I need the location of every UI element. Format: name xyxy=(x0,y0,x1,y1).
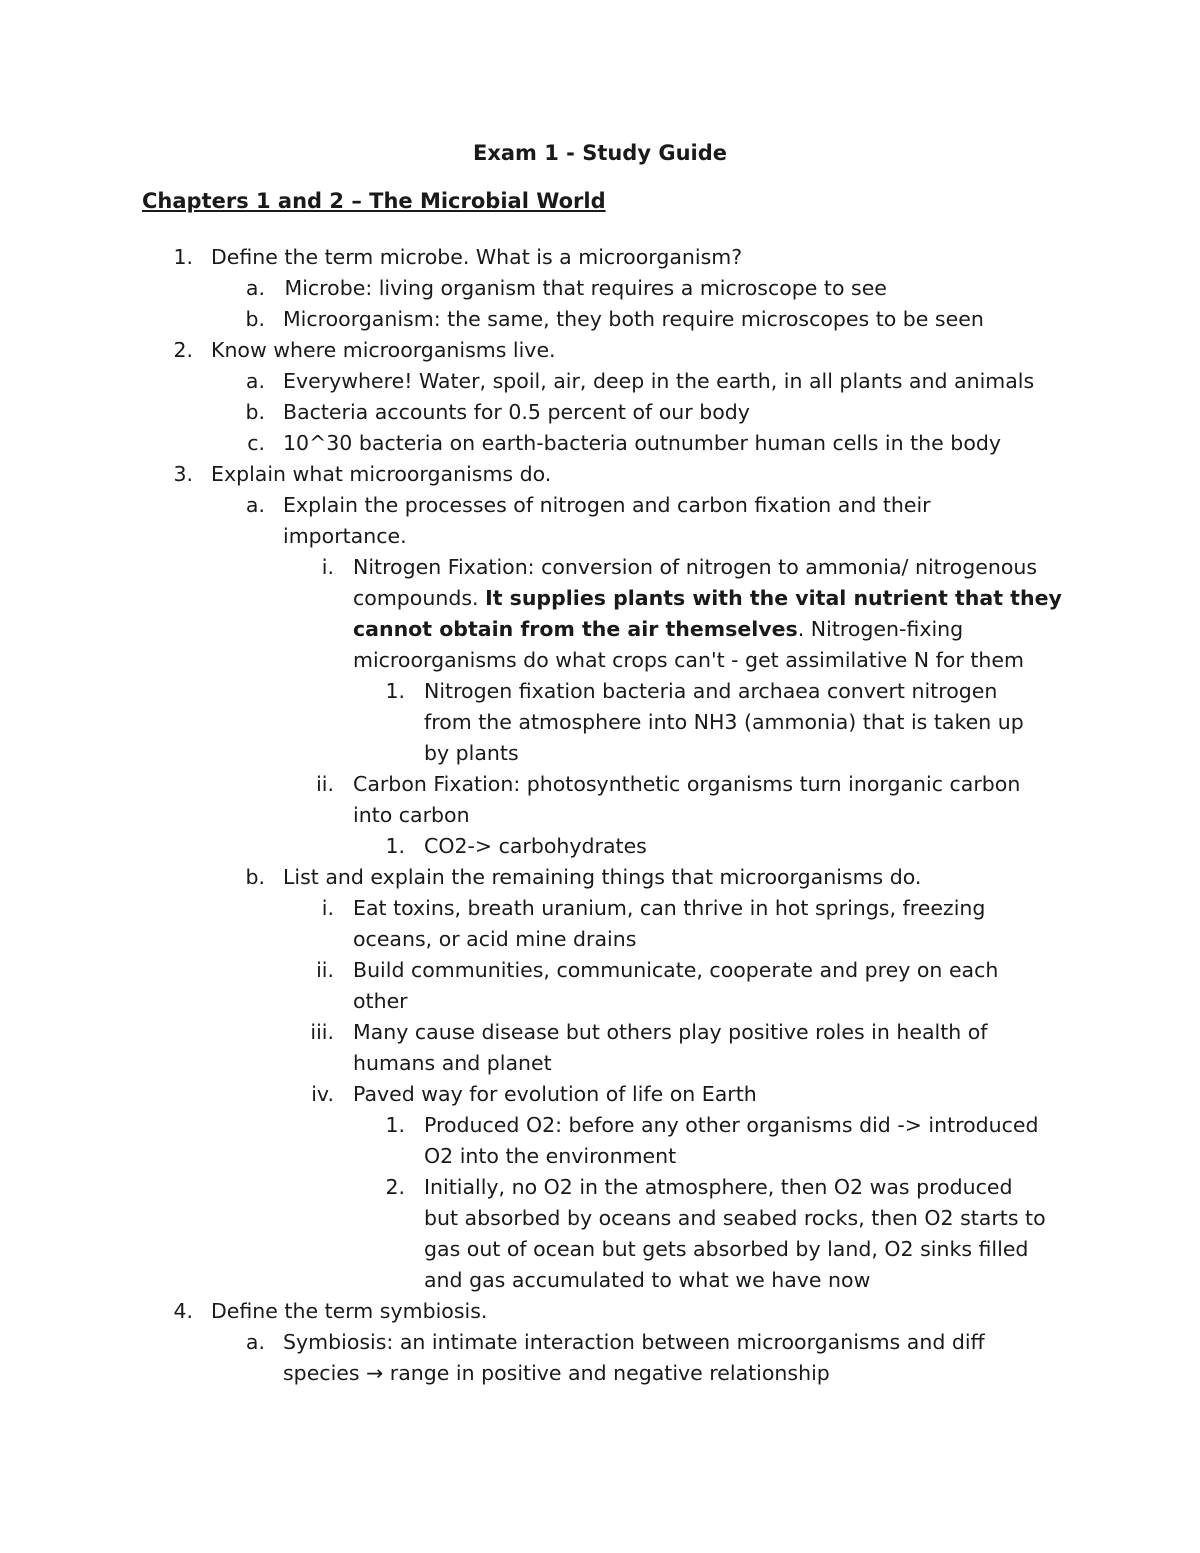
list-marker: b. xyxy=(245,865,265,889)
list-item-text: from the atmosphere into NH3 (ammonia) that is taken up xyxy=(424,710,1024,734)
list-marker: i. xyxy=(321,555,334,579)
list-item-text: other xyxy=(353,989,408,1013)
list-item-text: Initially, no O2 in the atmosphere, then O2 was produced xyxy=(424,1175,1013,1199)
list-marker: a. xyxy=(245,493,265,517)
list-item-text: gas out of ocean but gets absorbed by land, O2 sinks filled xyxy=(424,1237,1029,1261)
list-marker: 1. xyxy=(385,1113,405,1137)
list-item-text: Carbon Fixation: photosynthetic organisms turn inorganic carbon xyxy=(353,772,1021,796)
list-marker: iii. xyxy=(310,1020,334,1044)
list-item-text: List and explain the remaining things that microorganisms do. xyxy=(283,865,922,889)
bold-text: cannot obtain from the air themselves xyxy=(353,617,798,641)
list-item-text: Produced O2: before any other organisms did -> introduced xyxy=(424,1113,1039,1137)
list-marker: iv. xyxy=(311,1082,334,1106)
list-item-text: microorganisms do what crops can't - get assimilative N for them xyxy=(353,648,1024,672)
section-heading: Chapters 1 and 2 – The Microbial World xyxy=(142,189,606,213)
list-item-text: oceans, or acid mine drains xyxy=(353,927,637,951)
list-item-text xyxy=(353,614,963,645)
list-item-text: Explain what microorganisms do. xyxy=(211,462,552,486)
list-item-text: Explain the processes of nitrogen and carbon fixation and their xyxy=(283,493,931,517)
list-marker: ii. xyxy=(316,958,334,982)
list-item-text: and gas accumulated to what we have now xyxy=(424,1268,871,1292)
list-marker: 4. xyxy=(173,1299,193,1323)
list-item-text: Paved way for evolution of life on Earth xyxy=(353,1082,757,1106)
list-item-text: importance. xyxy=(283,524,407,548)
list-marker: 1. xyxy=(385,834,405,858)
list-marker: 3. xyxy=(173,462,193,486)
list-item-text: Know where microorganisms live. xyxy=(211,338,556,362)
list-marker: 2. xyxy=(385,1175,405,1199)
list-item-text: Nitrogen Fixation: conversion of nitrogen to ammonia/ nitrogenous xyxy=(353,555,1038,579)
list-marker: 2. xyxy=(173,338,193,362)
list-marker: b. xyxy=(245,400,265,424)
bold-text: It supplies plants with the vital nutrient that they xyxy=(485,586,1062,610)
list-marker: a. xyxy=(245,1330,265,1354)
list-marker: 1. xyxy=(173,245,193,269)
list-marker: a. xyxy=(245,276,265,300)
plain-text: . Nitrogen-fixing xyxy=(797,617,964,641)
list-item-text: Bacteria accounts for 0.5 percent of our body xyxy=(283,400,750,424)
list-item-text: CO2-> carbohydrates xyxy=(424,834,647,858)
list-item-text: species → range in positive and negative relationship xyxy=(283,1361,830,1385)
list-marker: i. xyxy=(321,896,334,920)
list-item-text: Microorganism: the same, they both require microscopes to be seen xyxy=(283,307,984,331)
list-marker: c. xyxy=(247,431,265,455)
list-item-text: by plants xyxy=(424,741,519,765)
list-item-text: Define the term symbiosis. xyxy=(211,1299,488,1323)
list-item-text xyxy=(353,583,1062,614)
list-item-text: O2 into the environment xyxy=(424,1144,677,1168)
plain-text: compounds. xyxy=(353,586,486,610)
list-marker: 1. xyxy=(385,679,405,703)
list-item-text: Build communities, communicate, cooperate and prey on each xyxy=(353,958,999,982)
list-item-text: Symbiosis: an intimate interaction between microorganisms and diff xyxy=(283,1330,985,1354)
list-item-text: but absorbed by oceans and seabed rocks, then O2 starts to xyxy=(424,1206,1046,1230)
list-item-text: Many cause disease but others play positive roles in health of xyxy=(353,1020,988,1044)
list-item-text: Define the term microbe. What is a microorganism? xyxy=(211,245,743,269)
list-marker: b. xyxy=(245,307,265,331)
list-item-text: Microbe: living organism that requires a microscope to see xyxy=(278,276,887,300)
list-item-text: into carbon xyxy=(353,803,470,827)
list-item-text: humans and planet xyxy=(353,1051,552,1075)
list-item-text: 10^30 bacteria on earth-bacteria outnumber human cells in the body xyxy=(283,431,1002,455)
list-marker: a. xyxy=(245,369,265,393)
list-marker: ii. xyxy=(316,772,334,796)
list-item-text: Nitrogen fixation bacteria and archaea convert nitrogen xyxy=(424,679,998,703)
document-title: Exam 1 - Study Guide xyxy=(472,141,727,165)
list-item-text: Everywhere! Water, spoil, air, deep in the earth, in all plants and animals xyxy=(283,369,1035,393)
list-item-text: Eat toxins, breath uranium, can thrive in hot springs, freezing xyxy=(353,896,986,920)
